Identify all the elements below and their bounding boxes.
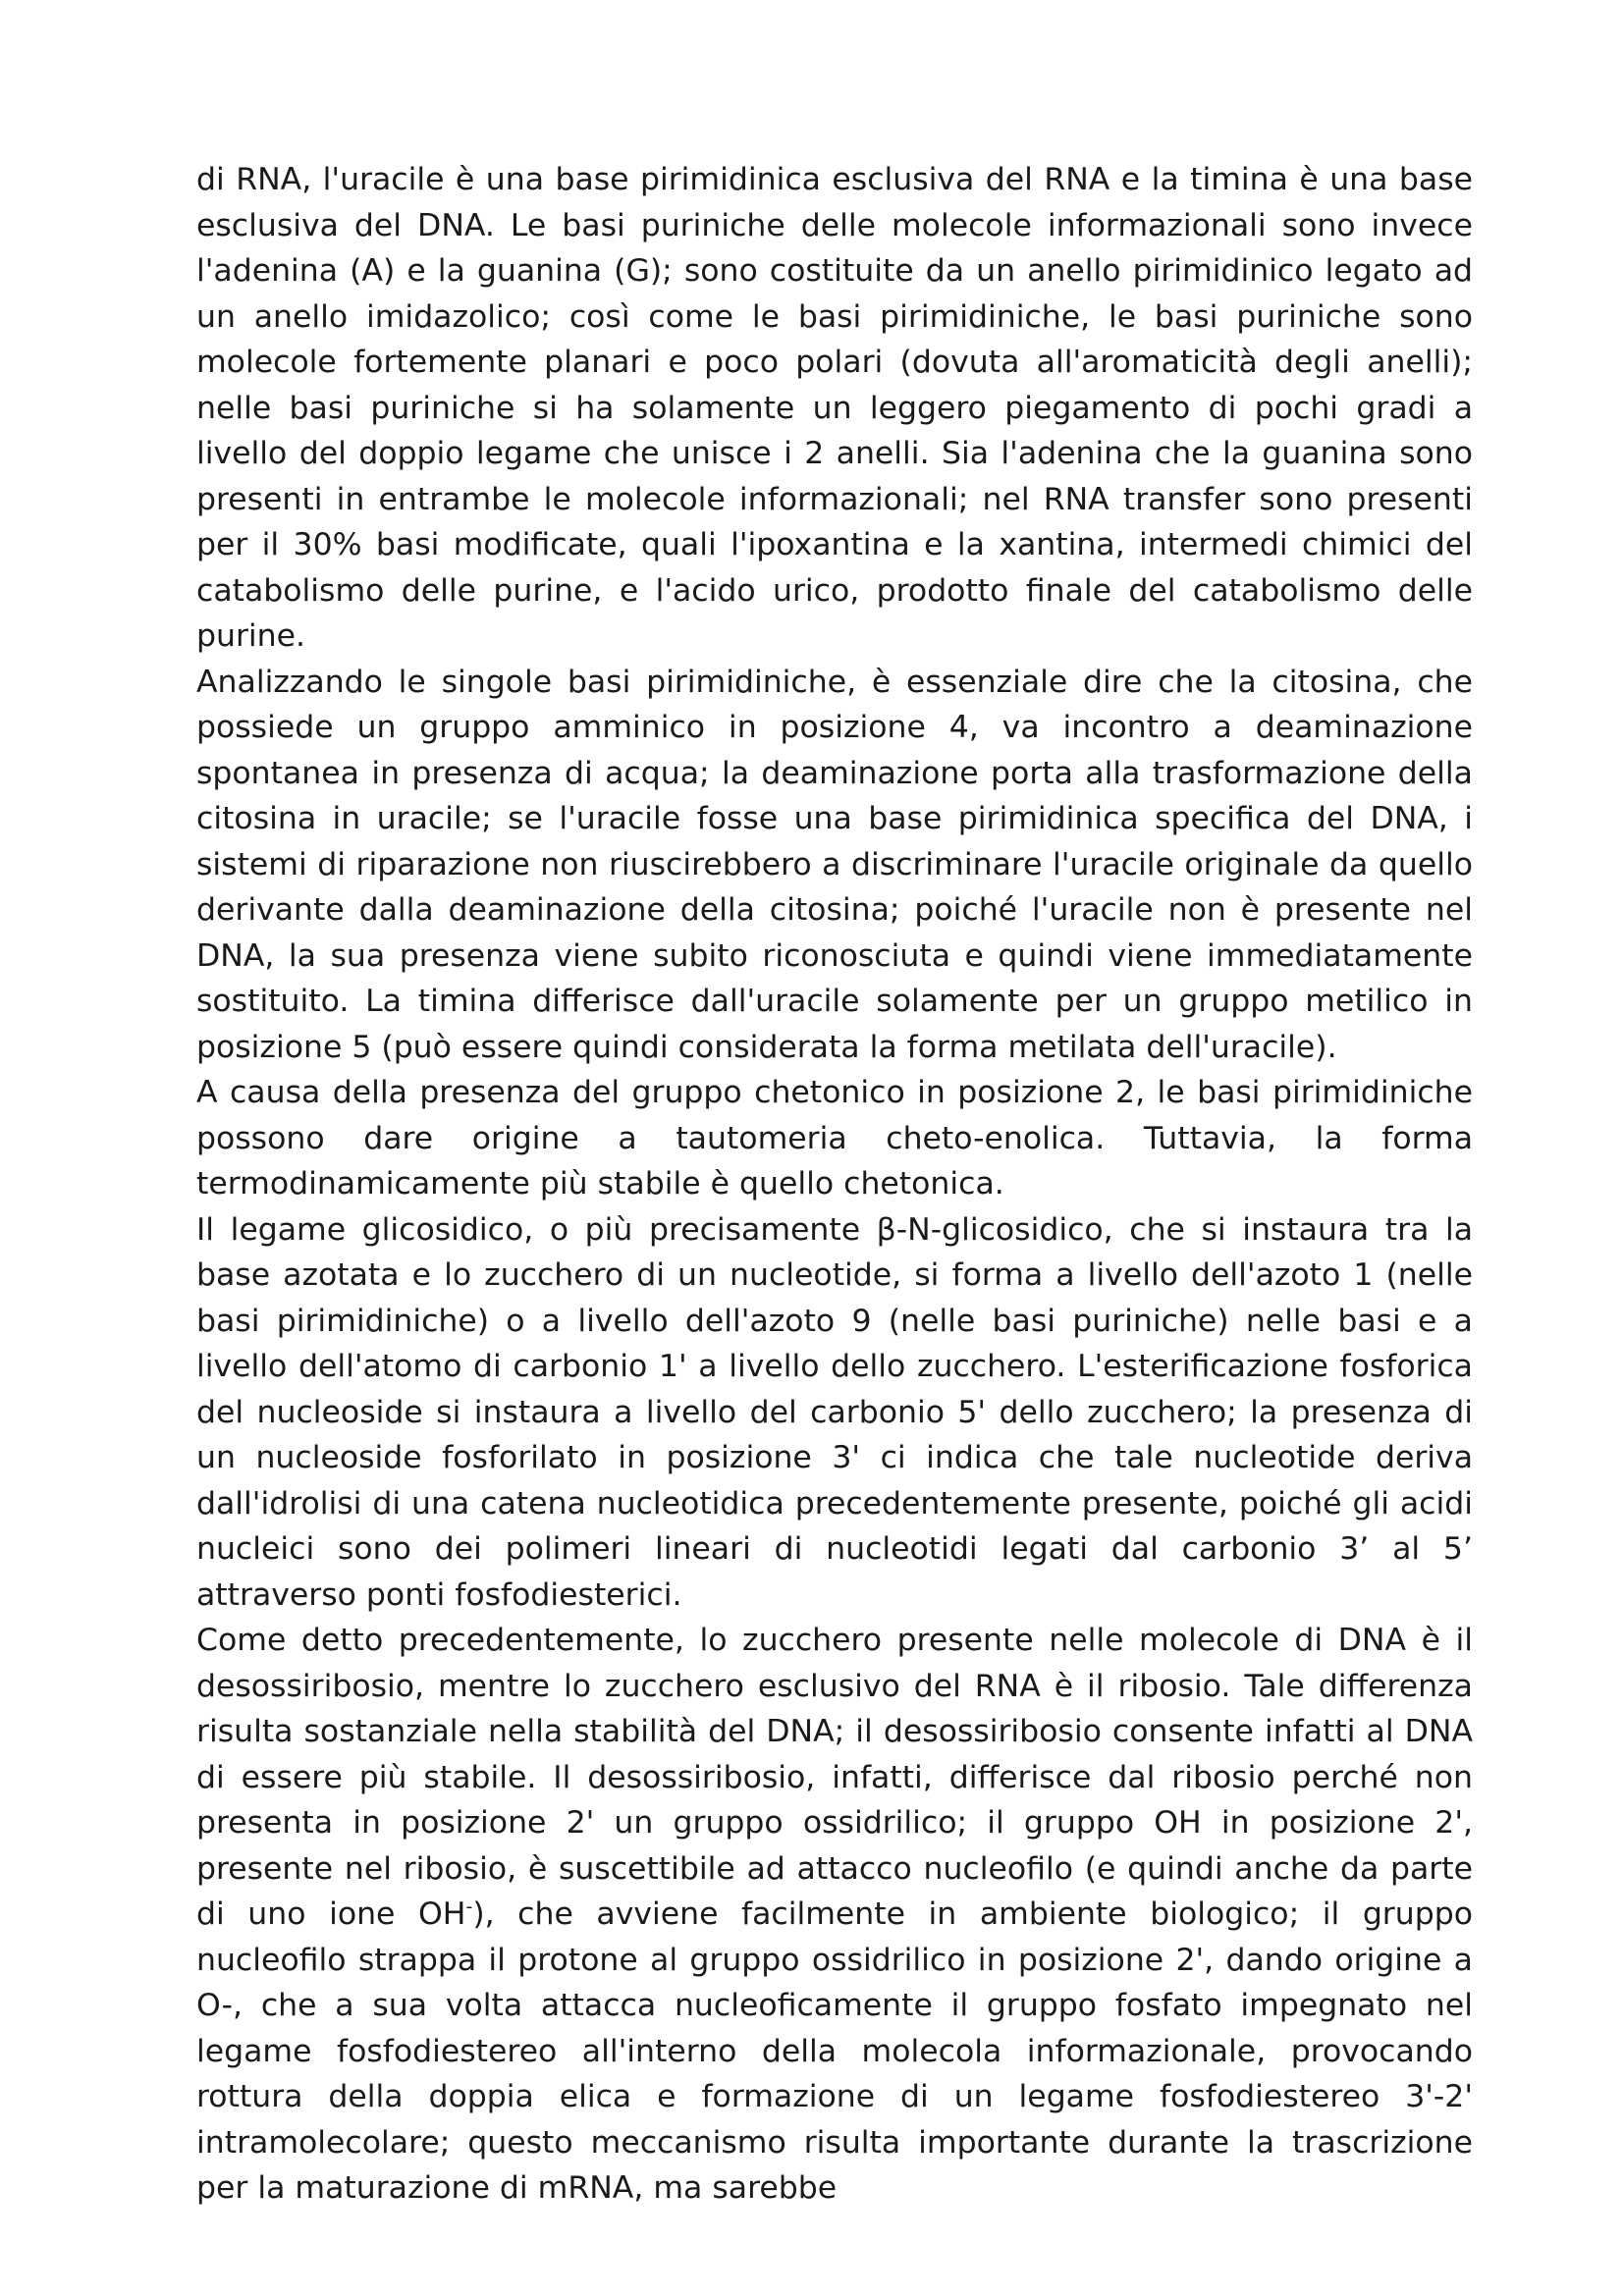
document-page bbox=[196, 157, 1473, 2212]
paragraph-tautomeria: A causa della presenza del gruppo chetonico in posizione 2, le basi pirimidiniche possono dare origine a tautomeria cheto-enolica. Tuttavia, la forma termodinamicamente più stabile è quello chetonica. bbox=[196, 1075, 1473, 1201]
hydroxide-charge-superscript: - bbox=[465, 1896, 473, 1918]
paragraph-sugar-text-after: ), che avviene facilmente in ambiente biologico; il gruppo nucleofilo strappa il protone al gruppo ossidrilico in posizione 2', dando origine a O-, che a sua volta attacca nucleoficamente il gruppo fosfato impegnato nel legame fosfodiestereo all'interno della molecola informazionale, provocando rottura della doppia elica e formazione di un legame fosfodiestereo 3'-2' intramolecolare; questo meccanismo risulta importante durante la trascrizione per la maturazione di mRNA, ma sarebbe bbox=[196, 1896, 1473, 2206]
paragraph-purine-bases: di RNA, l'uracile è una base pirimidinica esclusiva del RNA e la timina è una base esclusiva del DNA. Le basi puriniche delle molecole informazionali sono invece l'adenina (A) e la guanina (G); sono costituite da un anello pirimidinico legato ad un anello imidazolico; così come le basi pirimidiniche, le basi puriniche sono molecole fortemente planari e poco polari (dovuta all'aromaticità degli anelli); nelle basi puriniche si ha solamente un leggero piegamento di pochi gradi a livello del doppio legame che unisce i 2 anelli. Sia l'adenina che la guanina sono presenti in entrambe le molecole informazionali; nel RNA transfer sono presenti per il 30% basi modificate, quali l'ipoxantina e la xantina, intermedi chimici del catabolismo delle purine, e l'acido urico, prodotto finale del catabolismo delle purine. bbox=[196, 162, 1473, 654]
paragraph-glycosidic-bond: Il legame glicosidico, o più precisamente β-N-glicosidico, che si instaura tra la base azotata e lo zucchero di un nucleotide, si forma a livello dell'azoto 1 (nelle basi pirimidiniche) o a livello dell'azoto 9 (nelle basi puriniche) nelle basi e a livello dell'atomo di carbonio 1' a livello dello zucchero. L'esterificazione fosforica del nucleoside si instaura a livello del carbonio 5' dello zucchero; la presenza di un nucleoside fosforilato in posizione 3' ci indica che tale nucleotide deriva dall'idrolisi di una catena nucleotidica precedentemente presente, poiché gli acidi nucleici sono dei polimeri lineari di nucleotidi legati dal carbonio 3’ al 5’ attraverso ponti fosfodiesterici. bbox=[196, 1211, 1473, 1613]
paragraph-sugar-text-before: Come detto precedentemente, lo zucchero presente nelle molecole di DNA è il desossiribosio, mentre lo zucchero esclusivo del RNA è il ribosio. Tale differenza risulta sostanziale nella stabilità del DNA; il desossiribosio consente infatti al DNA di essere più stabile. Il desossiribosio, infatti, differisce dal ribosio perché non presenta in posizione 2' un gruppo ossidrilico; il gruppo OH in posizione 2', presente nel ribosio, è suscettibile ad attacco nucleofilo (e quindi anche da parte di uno ione OH bbox=[196, 1623, 1473, 1932]
paragraph-sugar-stability bbox=[196, 1618, 1473, 2212]
paragraph-pyrimidine-bases: Analizzando le singole basi pirimidiniche, è essenziale dire che la citosina, che possiede un gruppo amminico in posizione 4, va incontro a deaminazione spontanea in presenza di acqua; la deaminazione porta alla trasformazione della citosina in uracile; se l'uracile fosse una base pirimidinica specifica del DNA, i sistemi di riparazione non riuscirebbero a discriminare l'uracile originale da quello derivante dalla deaminazione della citosina; poiché l'uracile non è presente nel DNA, la sua presenza viene subito riconosciuta e quindi viene immediatamente sostituito. La timina differisce dall'uracile solamente per un gruppo metilico in posizione 5 (può essere quindi considerata la forma metilata dell'uracile). bbox=[196, 664, 1473, 1065]
